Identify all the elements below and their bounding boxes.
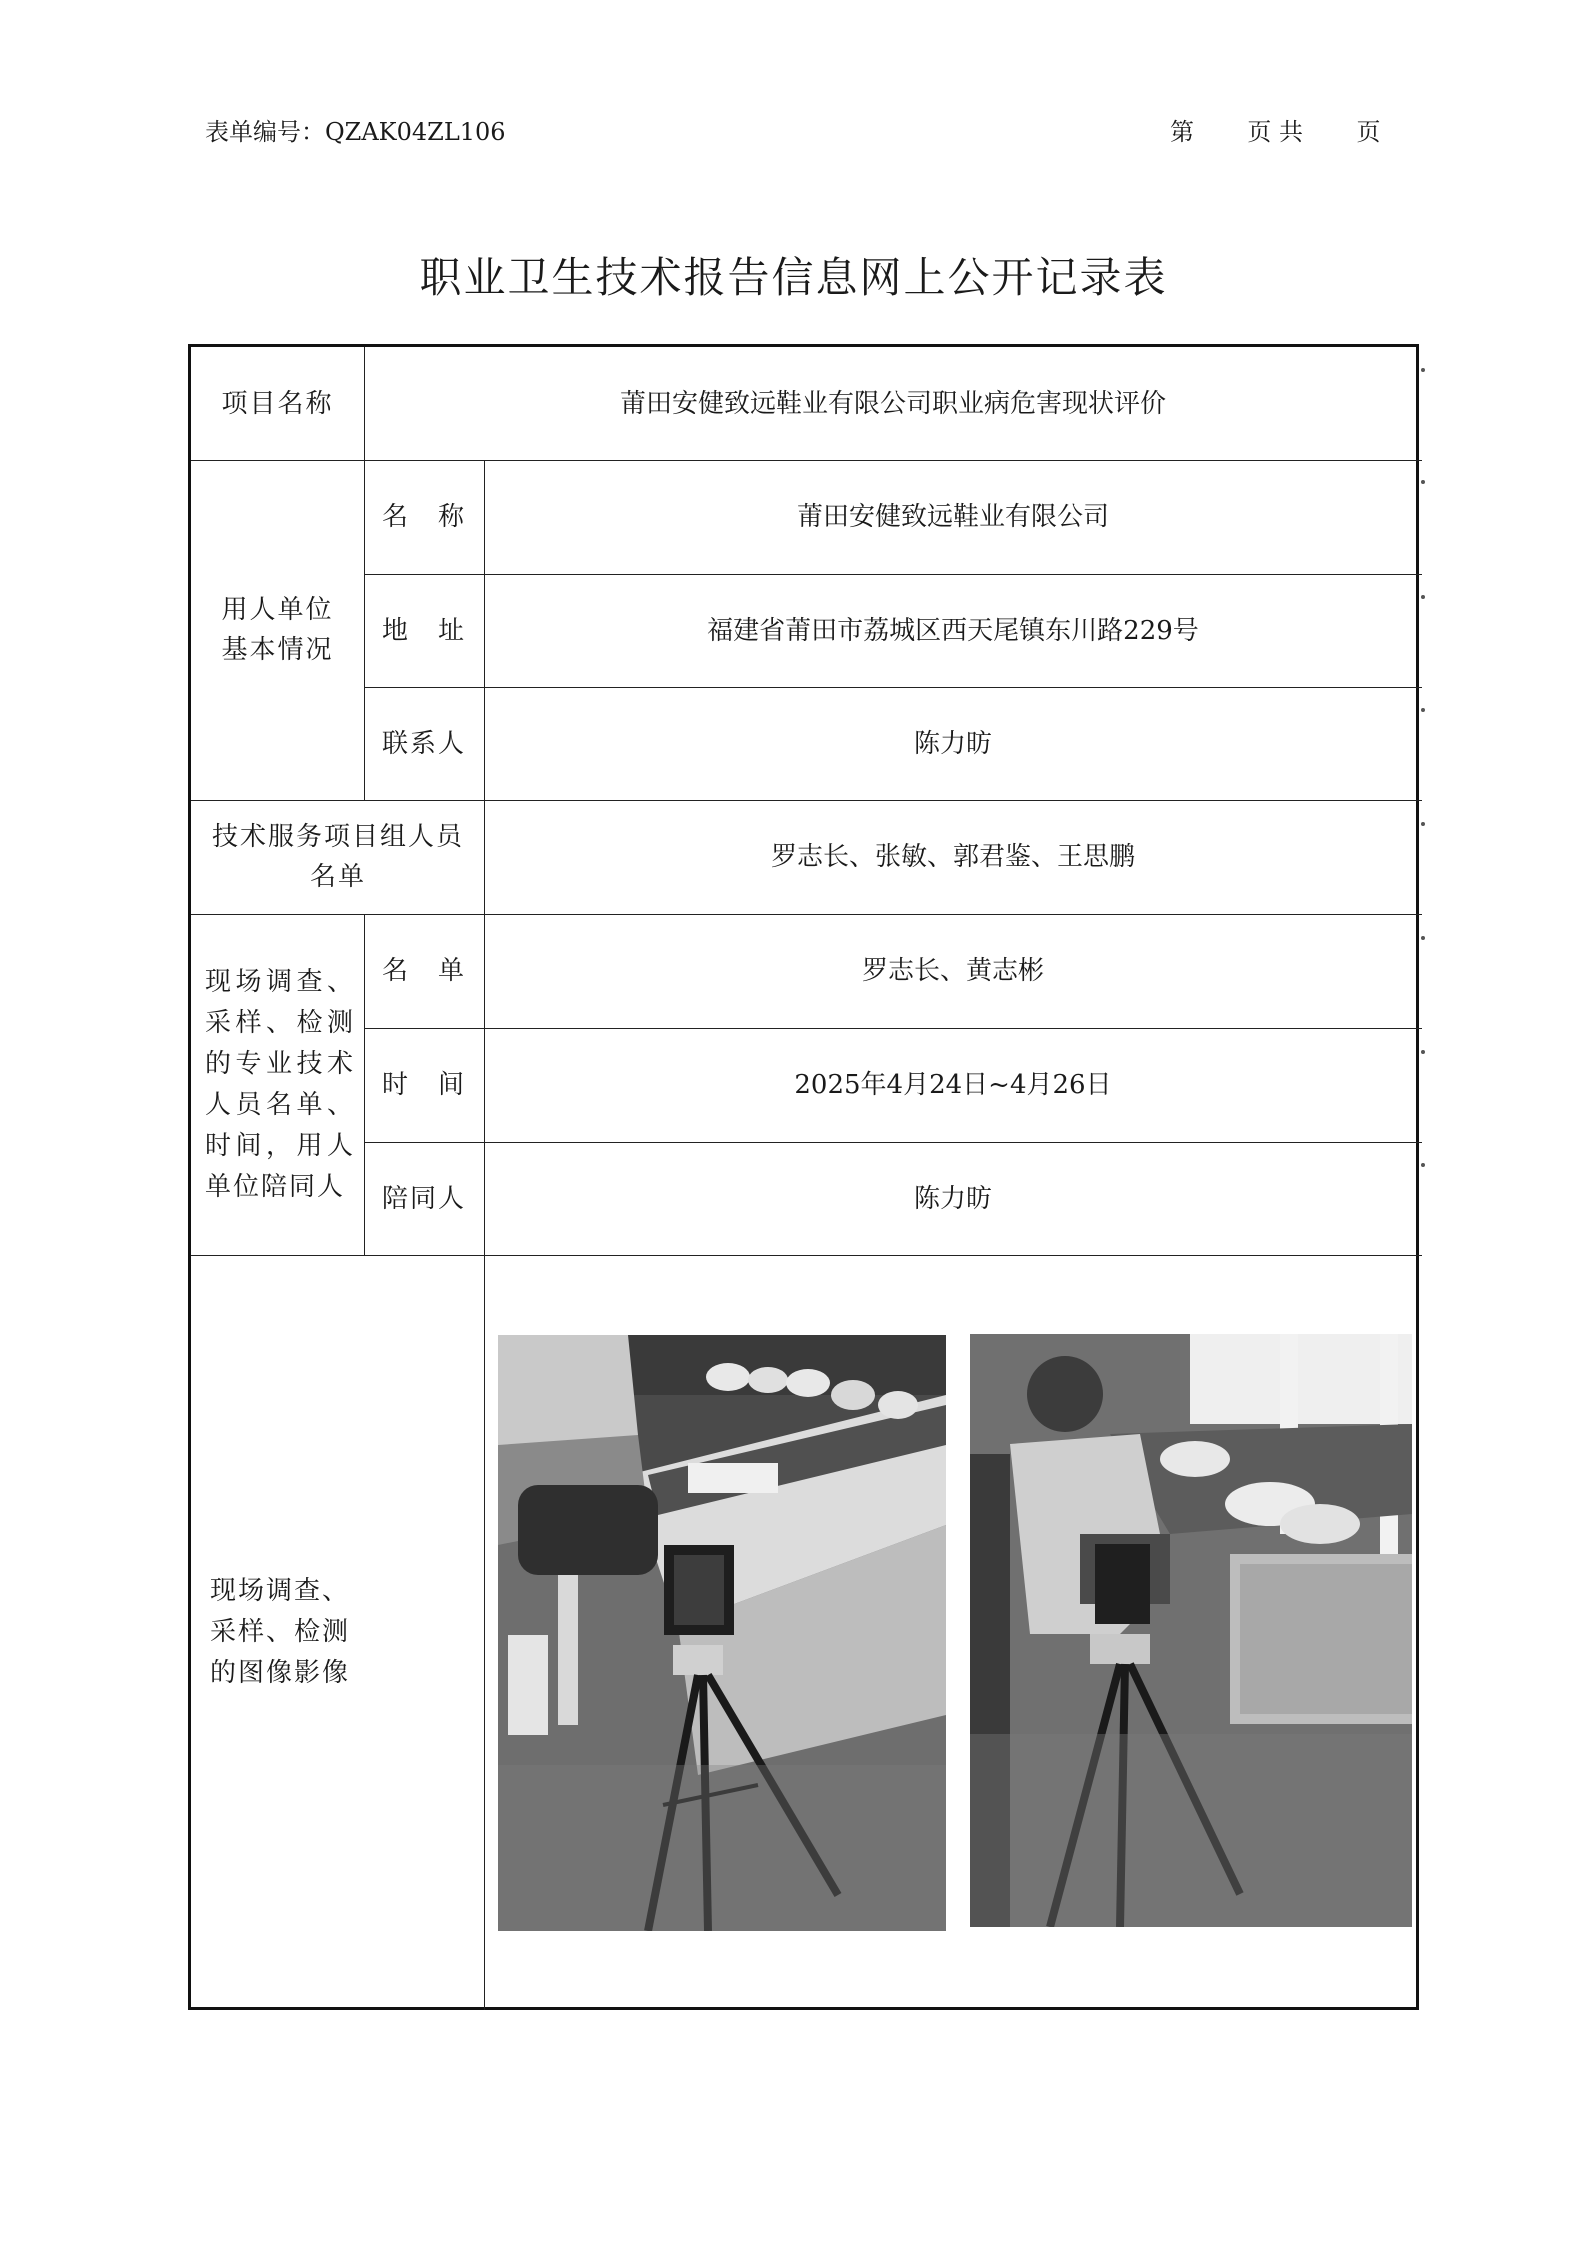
page-label-3: 页 bbox=[1356, 118, 1381, 146]
page-indicator bbox=[1170, 112, 1380, 147]
list-label: 名 单 bbox=[381, 956, 466, 986]
address-value: 福建省莆田市荔城区西天尾镇东川路229号 bbox=[707, 615, 1199, 646]
project-name-value: 莆田安健致远鞋业有限公司职业病危害现状评价 bbox=[619, 388, 1166, 419]
contact-label: 联系人 bbox=[381, 728, 466, 759]
document-title: 职业卫生技术报告信息网上公开记录表 bbox=[419, 253, 1168, 302]
images-label: 现场调查、采样、检测的图像影像 bbox=[209, 1576, 350, 1688]
list-value: 罗志长、黄志彬 bbox=[861, 956, 1044, 986]
escort-value: 陈力昉 bbox=[913, 1183, 992, 1214]
time-label: 时 间 bbox=[381, 1070, 466, 1100]
record-table bbox=[188, 344, 1419, 2010]
survey-section-label: 现场调查、采样、检测的专业技术人员名单、时间，用人单位陪同人 bbox=[205, 966, 355, 1202]
form-number: 表单编号：QZAK04ZL106 bbox=[205, 118, 506, 146]
margin-mark bbox=[1421, 595, 1425, 599]
employer-section-label: 用人单位 基本情况 bbox=[221, 595, 334, 665]
margin-mark bbox=[1421, 936, 1425, 940]
margin-mark bbox=[1421, 708, 1425, 712]
margin-mark bbox=[1421, 368, 1425, 372]
margin-mark bbox=[1421, 822, 1425, 826]
row-divider bbox=[191, 1255, 1422, 1256]
margin-mark bbox=[1421, 1050, 1425, 1054]
employer-name-value: 莆田安健致远鞋业有限公司 bbox=[796, 502, 1109, 532]
margin-mark bbox=[1421, 1163, 1425, 1167]
col-divider bbox=[484, 1255, 485, 2010]
margin-mark bbox=[1421, 480, 1425, 484]
address-label: 地 址 bbox=[381, 615, 466, 646]
team-value: 罗志长、张敏、郭君鉴、王思鹏 bbox=[770, 842, 1135, 872]
page-label-1: 第 bbox=[1170, 118, 1194, 146]
name-label: 名 称 bbox=[381, 502, 466, 532]
site-photo-2 bbox=[970, 1334, 1412, 1927]
escort-label: 陪同人 bbox=[381, 1183, 466, 1214]
project-name-label: 项目名称 bbox=[221, 388, 334, 419]
site-photo-1 bbox=[498, 1335, 946, 1931]
time-value: 2025年4月24日~4月26日 bbox=[794, 1070, 1112, 1100]
contact-value: 陈力昉 bbox=[913, 728, 992, 759]
team-label: 技术服务项目组人员名单 bbox=[211, 822, 464, 892]
page-label-2: 页 共 bbox=[1247, 118, 1304, 146]
